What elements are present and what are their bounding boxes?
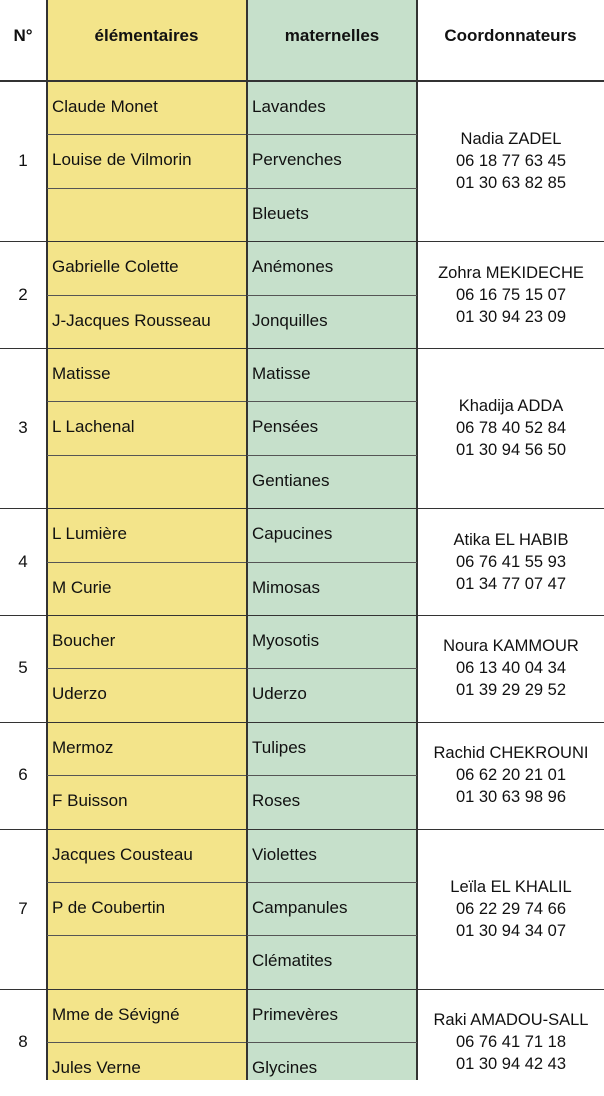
coordinator-phone: 01 30 94 56 50 xyxy=(455,441,567,460)
elementaire-school: Matisse xyxy=(52,364,111,383)
coordinator-name: Khadija ADDA xyxy=(458,397,564,416)
elementaire-school xyxy=(52,455,244,507)
elementaire-school xyxy=(52,188,244,240)
coordinator-phone: 01 30 63 98 96 xyxy=(455,788,567,807)
school-group xyxy=(0,722,604,829)
coordinator-name: Leïla EL KHALIL xyxy=(450,877,572,896)
school-group xyxy=(0,829,604,989)
coordinator-phone: 06 18 77 63 45 xyxy=(455,152,567,171)
group-number: 2 xyxy=(18,284,28,304)
elementaire-school: P de Coubertin xyxy=(52,897,166,917)
elementaire-school: Mermoz xyxy=(52,737,114,757)
maternelle-school: Campanules xyxy=(252,897,348,917)
coordinator-name: Raki AMADOU-SALL xyxy=(433,1011,589,1030)
group-number: 1 xyxy=(18,151,28,171)
maternelle-school: Pervenches xyxy=(252,150,342,170)
elementaire-school: Gabrielle Colette xyxy=(52,257,179,277)
coordinator-phone: 01 30 94 42 43 xyxy=(455,1055,567,1074)
elementaire-school: L Lumière xyxy=(52,524,127,544)
header-maternelles: maternelles xyxy=(284,26,380,45)
coordinator xyxy=(418,81,604,241)
group-number: 3 xyxy=(18,418,28,438)
elementaire-school: J-Jacques Rousseau xyxy=(52,310,211,330)
coordinator-phone: 06 76 41 55 93 xyxy=(455,552,567,571)
coordinator-name: Noura KAMMOUR xyxy=(443,637,579,656)
maternelle-school: Matisse xyxy=(252,364,311,383)
school-group xyxy=(0,508,604,615)
coordinator xyxy=(418,615,604,722)
coordinator-name: Rachid CHEKROUNI xyxy=(433,744,589,763)
maternelle-school: Jonquilles xyxy=(252,310,328,330)
maternelle-school: Clématites xyxy=(252,951,333,971)
maternelle-school: Gentianes xyxy=(252,470,330,490)
maternelle-school: Violettes xyxy=(252,844,317,864)
coordinator xyxy=(418,241,604,348)
group-number: 6 xyxy=(18,765,28,785)
maternelle-school: Myosotis xyxy=(252,631,320,650)
maternelle-school: Roses xyxy=(252,791,301,811)
table-header xyxy=(0,0,604,80)
maternelle-school: Lavandes xyxy=(252,97,326,116)
coordinator xyxy=(418,348,604,508)
group-number: 8 xyxy=(18,1032,28,1052)
header-elementaires: élémentaires xyxy=(94,26,199,45)
maternelle-school: Pensées xyxy=(252,417,319,437)
elementaire-school: Mme de Sévigné xyxy=(52,1004,180,1024)
maternelle-school: Mimosas xyxy=(252,577,321,597)
coordinator-phone: 01 34 77 07 47 xyxy=(455,574,567,593)
elementaire-school: F Buisson xyxy=(52,791,128,811)
coordinator xyxy=(418,508,604,615)
coordinator-phone: 06 76 41 71 18 xyxy=(455,1033,567,1052)
group-number: 7 xyxy=(18,898,28,918)
coordinator-phone: 01 30 94 34 07 xyxy=(455,921,567,940)
coordinator-name: Atika EL HABIB xyxy=(453,530,569,549)
elementaire-school xyxy=(52,935,244,987)
coordinator-phone: 06 16 75 15 07 xyxy=(455,285,567,304)
school-group xyxy=(0,241,604,348)
maternelle-school: Capucines xyxy=(252,524,333,544)
maternelle-school: Primevères xyxy=(252,1004,338,1024)
coordinator-phone: 06 13 40 04 34 xyxy=(455,659,567,678)
maternelle-school: Glycines xyxy=(252,1058,318,1078)
school-group xyxy=(0,615,604,722)
elementaire-school: M Curie xyxy=(52,577,112,597)
maternelle-school: Anémones xyxy=(252,257,334,277)
coordinator-phone: 06 22 29 74 66 xyxy=(455,899,567,918)
coordinator-phone: 01 39 29 29 52 xyxy=(455,681,567,700)
group-number: 5 xyxy=(18,658,28,678)
elementaire-school: Louise de Vilmorin xyxy=(52,150,192,170)
header-number: N° xyxy=(13,26,33,45)
coordinator-phone: 06 78 40 52 84 xyxy=(455,419,567,438)
coordinator xyxy=(418,829,604,989)
school-group xyxy=(0,81,604,241)
elementaire-school: Jules Verne xyxy=(52,1058,141,1078)
coordinator-phone: 01 30 63 82 85 xyxy=(455,174,567,193)
coordinator xyxy=(418,722,604,829)
coordinator-name: Nadia ZADEL xyxy=(460,130,562,149)
elementaire-school: Jacques Cousteau xyxy=(52,844,193,864)
maternelle-school: Bleuets xyxy=(252,203,309,223)
elementaire-school: L Lachenal xyxy=(52,417,135,437)
coordinator-phone: 01 30 94 23 09 xyxy=(455,307,567,326)
coordinator-phone: 06 62 20 21 01 xyxy=(455,766,567,785)
maternelle-school: Tulipes xyxy=(252,737,307,757)
elementaire-school: Claude Monet xyxy=(52,97,158,116)
coordinator-name: Zohra MEKIDECHE xyxy=(438,263,584,282)
elementaire-school: Uderzo xyxy=(52,684,107,704)
group-number: 4 xyxy=(18,551,28,571)
elementaire-school: Boucher xyxy=(52,631,116,650)
maternelle-school: Uderzo xyxy=(252,684,307,704)
header-coordonnateurs: Coordonnateurs xyxy=(444,26,577,45)
school-group xyxy=(0,348,604,508)
